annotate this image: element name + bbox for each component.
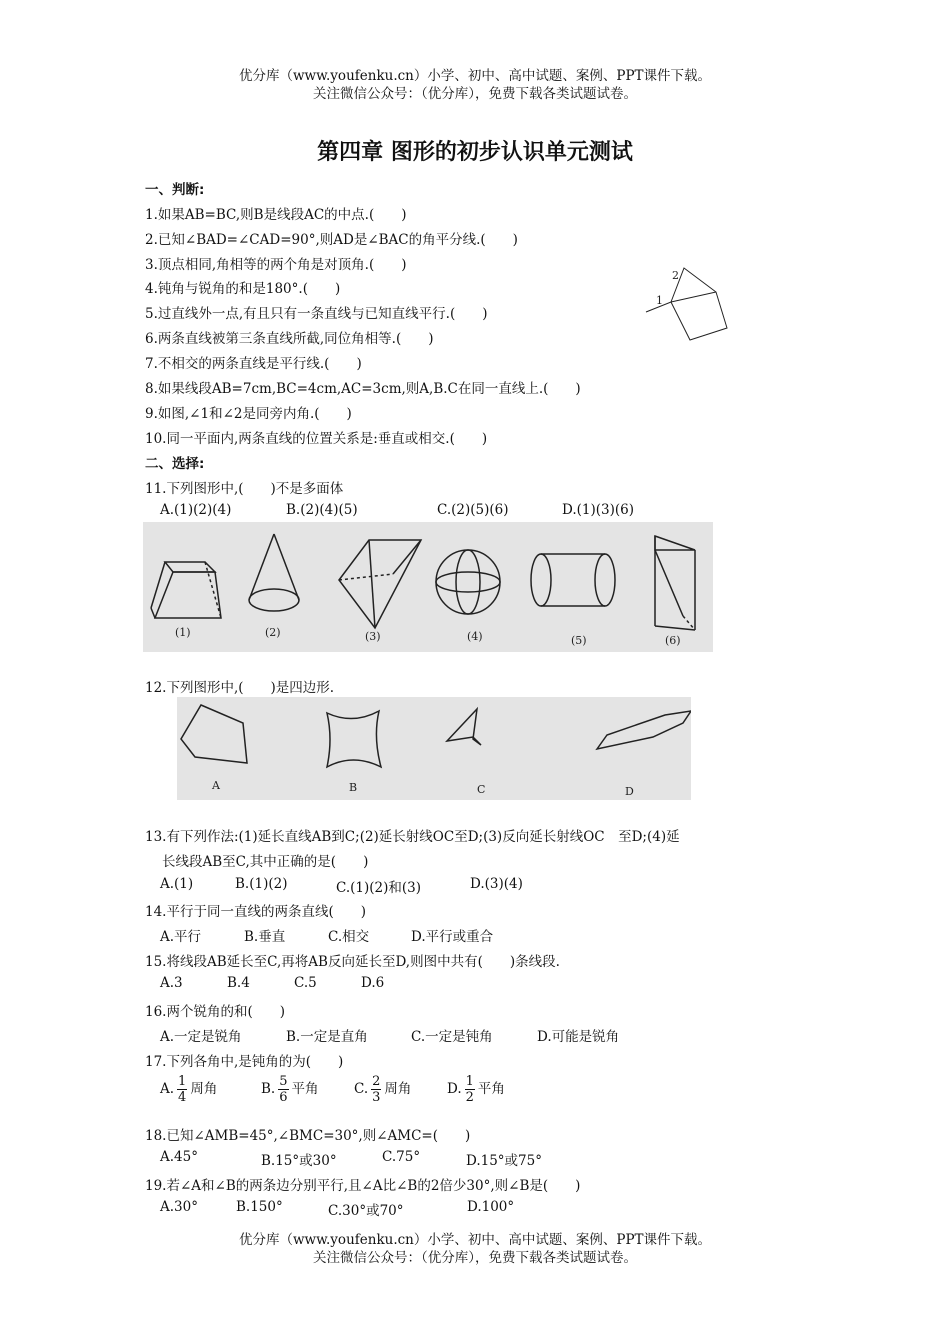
question-14: 14.平行于同一直线的两条直线( ) xyxy=(145,904,367,920)
question-3: 3.顶点相同,角相等的两个角是对顶角.( ) xyxy=(145,257,407,273)
q18-option-d: D.15°或75° xyxy=(466,1153,542,1169)
q11-option-b: B.(2)(4)(5) xyxy=(286,502,358,518)
shape-label-c: C xyxy=(477,783,486,796)
solid-label-6: (6) xyxy=(665,634,681,647)
q17-option-c xyxy=(354,1074,411,1105)
q17-option-d xyxy=(447,1074,505,1105)
question-15: 15.将线段AB延长至C,再将AB反向延长至D,则图中共有( )条线段. xyxy=(145,954,560,970)
q17-c-numerator: 2 xyxy=(372,1074,381,1089)
question-1: 1.如果AB=BC,则B是线段AC的中点.( ) xyxy=(145,207,407,223)
q17-d-suffix: 平角 xyxy=(477,1081,505,1097)
question-7: 7.不相交的两条直线是平行线.( ) xyxy=(145,356,362,372)
question-4: 4.钝角与锐角的和是180°.( ) xyxy=(145,281,341,297)
q15-option-b: B.4 xyxy=(227,975,250,991)
q17-c-suffix: 周角 xyxy=(384,1081,412,1097)
q11-option-c: C.(2)(5)(6) xyxy=(437,502,509,518)
quadrilaterals-figure xyxy=(177,697,691,800)
question-6: 6.两条直线被第三条直线所截,同位角相等.( ) xyxy=(145,331,434,347)
solid-cone xyxy=(249,534,299,611)
question-18: 18.已知∠AMB=45°,∠BMC=30°,则∠AMC=( ) xyxy=(145,1128,471,1144)
question-8: 8.如果线段AB=7cm,BC=4cm,AC=3cm,则A,B.C在同一直线上.( ) xyxy=(145,381,581,397)
solid-label-2: (2) xyxy=(265,626,281,639)
header-line-1: 优分库（www.youfenku.cn）小学、初中、高中试题、案例、PPT课件下载。 xyxy=(238,68,712,84)
question-9: 9.如图,∠1和∠2是同旁内角.( ) xyxy=(145,406,352,422)
solid-label-5: (5) xyxy=(571,634,587,647)
q17-option-a xyxy=(160,1074,217,1105)
question-19: 19.若∠A和∠B的两条边分别平行,且∠A比∠B的2倍少30°,则∠B是( ) xyxy=(145,1178,581,1194)
q13-option-a: A.(1) xyxy=(160,876,194,892)
q13-option-b: B.(1)(2) xyxy=(235,876,288,892)
q17-b-prefix: B. xyxy=(261,1081,276,1097)
q17-a-numerator: 1 xyxy=(178,1074,187,1089)
q16-option-a: A.一定是锐角 xyxy=(160,1029,242,1045)
question-13-line-2: 长线段AB至C,其中正确的是( ) xyxy=(162,854,369,870)
solid-frustum xyxy=(151,562,221,618)
footer-line-1: 优分库（www.youfenku.cn）小学、初中、高中试题、案例、PPT课件下载。 xyxy=(238,1232,712,1248)
solid-cylinder xyxy=(531,554,615,606)
q17-b-suffix: 平角 xyxy=(291,1081,319,1097)
q15-option-c: C.5 xyxy=(294,975,317,991)
q18-option-c: C.75° xyxy=(382,1149,421,1165)
q14-option-c: C.相交 xyxy=(328,929,370,945)
q17-a-suffix: 周角 xyxy=(190,1081,218,1097)
solid-label-1: (1) xyxy=(175,626,191,639)
q16-option-d: D.可能是锐角 xyxy=(537,1029,620,1045)
q18-option-a: A.45° xyxy=(160,1149,198,1165)
angle-figure xyxy=(640,262,730,352)
question-2: 2.已知∠BAD=∠CAD=90°,则AD是∠BAC的角平分线.( ) xyxy=(145,232,518,248)
q17-d-denominator: 2 xyxy=(465,1090,474,1105)
solid-label-3: (3) xyxy=(365,630,381,643)
q17-a-fraction xyxy=(177,1074,187,1105)
q17-option-b xyxy=(261,1074,319,1105)
shape-label-a: A xyxy=(212,779,220,792)
q13-option-c: C.(1)(2)和(3) xyxy=(336,880,422,896)
q14-option-a: A.平行 xyxy=(160,929,202,945)
q18-option-b: B.15°或30° xyxy=(261,1153,337,1169)
q14-option-d: D.平行或重合 xyxy=(411,929,494,945)
question-5: 5.过直线外一点,有且只有一条直线与已知直线平行.( ) xyxy=(145,306,488,322)
solids-figure xyxy=(143,522,713,652)
q19-option-c: C.30°或70° xyxy=(328,1203,404,1219)
shape-label-d: D xyxy=(625,785,634,798)
solid-prism xyxy=(655,536,695,630)
q15-option-d: D.6 xyxy=(361,975,385,991)
q13-option-d: D.(3)(4) xyxy=(470,876,523,892)
question-13-line-1: 13.有下列作法:(1)延长直线AB到C;(2)延长射线OC至D;(3)反向延长射线OC 至D;(4)延 xyxy=(145,829,680,845)
q17-a-prefix: A. xyxy=(160,1081,175,1097)
footer-line-2: 关注微信公众号：（优分库），免费下载各类试题试卷。 xyxy=(313,1250,637,1266)
page-title: 第四章 图形的初步认识单元测试 xyxy=(317,140,633,165)
solid-label-4: (4) xyxy=(467,630,483,643)
q11-option-a: A.(1)(2)(4) xyxy=(160,502,232,518)
q14-option-b: B.垂直 xyxy=(244,929,286,945)
q16-option-b: B.一定是直角 xyxy=(286,1029,368,1045)
q17-c-prefix: C. xyxy=(354,1081,369,1097)
q19-option-a: A.30° xyxy=(160,1199,198,1215)
question-12: 12.下列图形中,( )是四边形. xyxy=(145,680,335,696)
q19-option-d: D.100° xyxy=(467,1199,515,1215)
q17-d-numerator: 1 xyxy=(465,1074,474,1089)
section2-heading: 二、选择: xyxy=(145,456,205,472)
q17-d-fraction xyxy=(465,1074,475,1105)
question-16: 16.两个锐角的和( ) xyxy=(145,1004,286,1020)
solid-sphere xyxy=(436,550,500,614)
q17-b-fraction xyxy=(278,1074,288,1105)
q17-c-denominator: 3 xyxy=(372,1090,381,1105)
q11-option-d: D.(1)(3)(6) xyxy=(562,502,635,518)
q17-c-fraction xyxy=(371,1074,381,1105)
question-10: 10.同一平面内,两条直线的位置关系是:垂直或相交.( ) xyxy=(145,431,488,447)
q17-b-denominator: 6 xyxy=(279,1090,288,1105)
q17-d-prefix: D. xyxy=(447,1081,462,1097)
shape-c xyxy=(447,709,481,745)
header-line-2: 关注微信公众号：（优分库），免费下载各类试题试卷。 xyxy=(313,86,637,102)
shape-d xyxy=(597,711,691,749)
shape-b xyxy=(327,711,381,767)
shape-a xyxy=(181,705,247,763)
q17-b-numerator: 5 xyxy=(279,1074,288,1089)
question-17: 17.下列各角中,是钝角的为( ) xyxy=(145,1054,344,1070)
section1-heading: 一、判断: xyxy=(145,182,205,198)
q15-option-a: A.3 xyxy=(160,975,183,991)
q19-option-b: B.150° xyxy=(236,1199,283,1215)
question-11: 11.下列图形中,( )不是多面体 xyxy=(145,481,344,497)
q17-a-denominator: 4 xyxy=(178,1090,187,1105)
q16-option-c: C.一定是钝角 xyxy=(411,1029,493,1045)
shape-label-b: B xyxy=(349,781,358,794)
solid-polyhedron xyxy=(339,540,421,628)
angle-label-2: 2 xyxy=(672,269,679,282)
angle-label-1: 1 xyxy=(656,294,663,307)
